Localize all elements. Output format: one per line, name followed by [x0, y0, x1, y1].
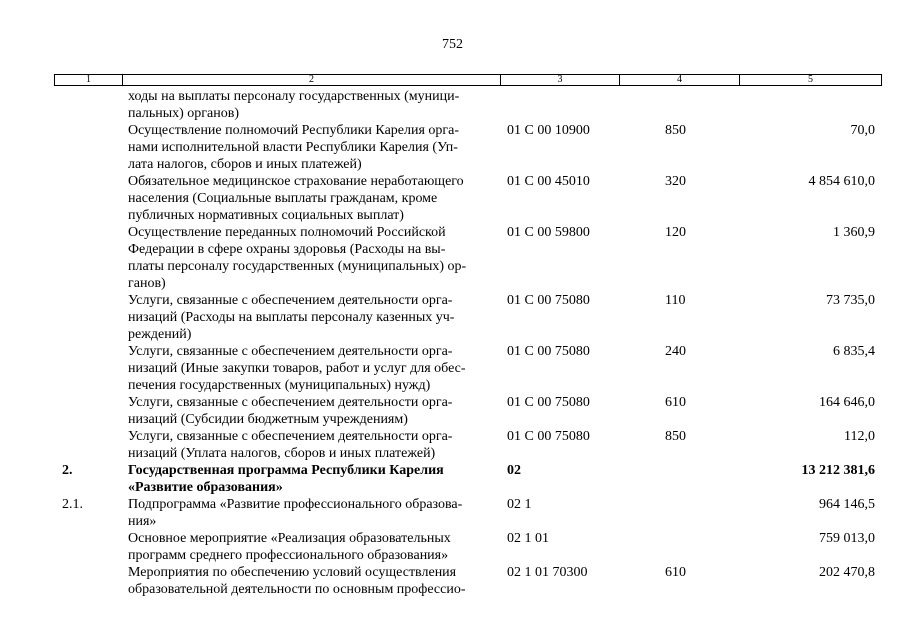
- row-expense-type: 240: [665, 344, 686, 359]
- column-header-5: 5: [740, 75, 882, 86]
- budget-rows: [0, 88, 905, 598]
- row-expense-type: 110: [665, 293, 686, 308]
- row-name-line: пальных) органов): [128, 106, 239, 121]
- row-name: [128, 122, 496, 173]
- table-row: [0, 122, 905, 173]
- table-row: [0, 88, 905, 122]
- row-name-line: низаций (Субсидии бюджетным учреждениям): [128, 412, 408, 427]
- row-name: [128, 428, 496, 462]
- row-name-line: ганов): [128, 276, 166, 291]
- table-row: [0, 343, 905, 394]
- row-sum: 4 854 610,0: [808, 174, 875, 189]
- column-header-1: 1: [55, 75, 123, 86]
- row-sum: 164 646,0: [819, 395, 875, 410]
- row-name-line: низаций (Расходы на выплаты персоналу казенных уч-: [128, 310, 455, 325]
- row-name-line: Государственная программа Республики Карелия: [128, 463, 444, 478]
- row-name-line: Федерации в сфере охраны здоровья (Расходы на вы-: [128, 242, 446, 257]
- row-name-line: Подпрограмма «Развитие профессионального образова-: [128, 497, 463, 512]
- row-name: [128, 496, 496, 530]
- column-header-3: 3: [501, 75, 620, 86]
- row-sum: 73 735,0: [826, 293, 875, 308]
- row-name-line: низаций (Уплата налогов, сборов и иных платежей): [128, 446, 436, 461]
- row-code: 01 С 00 75080: [507, 395, 590, 410]
- row-expense-type: 850: [665, 429, 686, 444]
- row-name-line: печения государственных (муниципальных) нужд): [128, 378, 431, 393]
- row-name-line: лата налогов, сборов и иных платежей): [128, 157, 362, 172]
- row-code: 01 С 00 10900: [507, 123, 590, 138]
- row-code: 01 С 00 59800: [507, 225, 590, 240]
- row-number: 2.: [62, 463, 73, 478]
- row-name-line: Обязательное медицинское страхование неработающего: [128, 174, 464, 189]
- table-row: [0, 530, 905, 564]
- row-code: 01 С 00 45010: [507, 174, 590, 189]
- row-name-line: Услуги, связанные с обеспечением деятельности орга-: [128, 293, 453, 308]
- row-sum: 1 360,9: [833, 225, 875, 240]
- row-name-line: Услуги, связанные с обеспечением деятельности орга-: [128, 344, 453, 359]
- row-expense-type: 320: [665, 174, 686, 189]
- row-name: [128, 343, 496, 394]
- row-name-line: реждений): [128, 327, 192, 342]
- row-name-line: Осуществление переданных полномочий Российской: [128, 225, 446, 240]
- table-row: [0, 224, 905, 292]
- row-sum: 70,0: [850, 123, 875, 138]
- row-sum: 112,0: [844, 429, 875, 444]
- row-expense-type: 610: [665, 565, 686, 580]
- row-sum: 964 146,5: [819, 497, 875, 512]
- table-row: [0, 292, 905, 343]
- row-code: 02: [507, 463, 521, 478]
- row-name-line: Услуги, связанные с обеспечением деятельности орга-: [128, 395, 453, 410]
- row-name: [128, 530, 496, 564]
- column-header-row: [55, 75, 882, 86]
- row-name: [128, 224, 496, 292]
- row-code: 02 1 01: [507, 531, 549, 546]
- row-code: 01 С 00 75080: [507, 293, 590, 308]
- table-row: [0, 462, 905, 496]
- row-name-line: программ среднего профессионального образования»: [128, 548, 449, 563]
- row-name-line: низаций (Иные закупки товаров, работ и услуг для обес-: [128, 361, 466, 376]
- row-name: [128, 292, 496, 343]
- table-row: [0, 173, 905, 224]
- row-code: 01 С 00 75080: [507, 344, 590, 359]
- row-name-line: населения (Социальные выплаты гражданам, кроме: [128, 191, 438, 206]
- row-name: [128, 173, 496, 224]
- row-sum: 202 470,8: [819, 565, 875, 580]
- row-name: [128, 88, 496, 122]
- row-name: [128, 462, 496, 496]
- page-number: 752: [442, 37, 463, 52]
- row-code: 02 1 01 70300: [507, 565, 588, 580]
- table-row: [0, 394, 905, 428]
- row-code: 01 С 00 75080: [507, 429, 590, 444]
- row-code: 02 1: [507, 497, 532, 512]
- row-name-line: Мероприятия по обеспечению условий осуществления: [128, 565, 457, 580]
- row-sum: 13 212 381,6: [801, 463, 875, 478]
- row-name-line: Услуги, связанные с обеспечением деятельности орга-: [128, 429, 453, 444]
- row-name-line: «Развитие образования»: [128, 480, 283, 495]
- row-name-line: Основное мероприятие «Реализация образовательных: [128, 531, 451, 546]
- row-number: 2.1.: [62, 497, 83, 512]
- row-name: [128, 394, 496, 428]
- row-name: [128, 564, 496, 598]
- row-name-line: ходы на выплаты персоналу государственных (муници-: [128, 89, 460, 104]
- row-name-line: ния»: [128, 514, 157, 529]
- table-row: [0, 564, 905, 598]
- row-name-line: образовательной деятельности по основным профессио-: [128, 582, 466, 597]
- row-expense-type: 850: [665, 123, 686, 138]
- row-expense-type: 610: [665, 395, 686, 410]
- table-row: [0, 496, 905, 530]
- column-header-2: 2: [123, 75, 501, 86]
- column-header-4: 4: [620, 75, 740, 86]
- row-sum: 759 013,0: [819, 531, 875, 546]
- row-name-line: платы персоналу государственных (муниципальных) ор-: [128, 259, 467, 274]
- row-expense-type: 120: [665, 225, 686, 240]
- row-name-line: Осуществление полномочий Республики Карелия орга-: [128, 123, 460, 138]
- table-row: [0, 428, 905, 462]
- row-sum: 6 835,4: [833, 344, 875, 359]
- column-header-table: [54, 74, 882, 86]
- row-name-line: нами исполнительной власти Республики Карелия (Уп-: [128, 140, 458, 155]
- row-name-line: публичных нормативных социальных выплат): [128, 208, 404, 223]
